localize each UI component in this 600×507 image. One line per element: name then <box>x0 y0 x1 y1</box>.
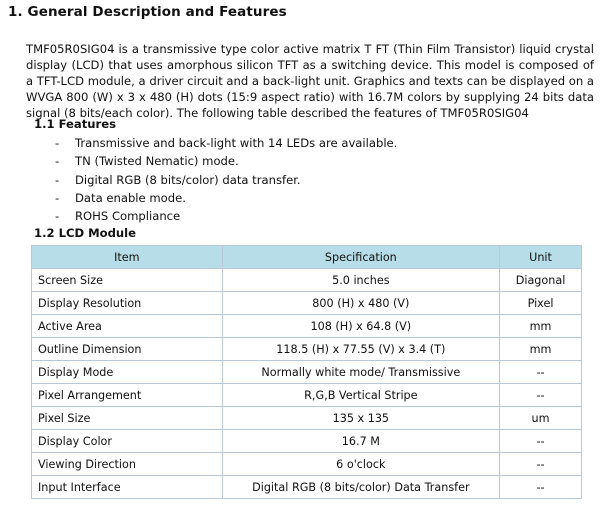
lcd-module-table <box>31 245 582 499</box>
cell-item: Outline Dimension <box>32 338 223 361</box>
table-row <box>32 315 582 338</box>
cell-specification: 135 x 135 <box>222 407 499 430</box>
table-row <box>32 338 582 361</box>
column-header-item: Item <box>32 246 223 269</box>
cell-specification: Normally white mode/ Transmissive <box>222 361 499 384</box>
column-header-specification: Specification <box>222 246 499 269</box>
feature-text: Digital RGB (8 bits/color) data transfer. <box>75 172 301 187</box>
bullet-dash: - <box>55 209 60 224</box>
table-row <box>32 269 582 292</box>
cell-specification: 16.7 M <box>222 430 499 453</box>
cell-specification: Digital RGB (8 bits/color) Data Transfer <box>222 476 499 499</box>
table-row <box>32 430 582 453</box>
cell-item: Pixel Arrangement <box>32 384 223 407</box>
cell-unit: -- <box>500 476 582 499</box>
cell-specification: 6 o'clock <box>222 453 499 476</box>
table-header-row <box>32 246 582 269</box>
cell-item: Screen Size <box>32 269 223 292</box>
feature-item <box>55 207 397 225</box>
cell-specification: 118.5 (H) x 77.55 (V) x 3.4 (T) <box>222 338 499 361</box>
table-row <box>32 292 582 315</box>
feature-item <box>55 152 397 170</box>
cell-unit: Pixel <box>500 292 582 315</box>
intro-paragraph: TMF05R0SIG04 is a transmissive type color active matrix T FT (Thin Film Transistor) liquid crystal display (LCD) that uses amorphous silicon TFT as a switching device. This model is composed of a TFT-LCD module, a driver circuit and a back-light unit. Graphics and texts can be displayed on a WVGA 800 (W) x 3 x 480 (H) dots (15:9 aspect ratio) with 16.7M colors by supplying 24 bits data signal (8 bits/each color). The following table described the features of TMF05R0SIG04 <box>26 42 594 121</box>
cell-item: Input Interface <box>32 476 223 499</box>
cell-specification: 800 (H) x 480 (V) <box>222 292 499 315</box>
cell-unit: mm <box>500 315 582 338</box>
table-row <box>32 453 582 476</box>
feature-item <box>55 189 397 207</box>
table-row <box>32 476 582 499</box>
cell-unit: -- <box>500 361 582 384</box>
cell-unit: mm <box>500 338 582 361</box>
cell-item: Display Resolution <box>32 292 223 315</box>
cell-unit: Diagonal <box>500 269 582 292</box>
bullet-dash: - <box>55 190 60 205</box>
table-row <box>32 407 582 430</box>
section-title: 1. General Description and Features <box>8 4 287 20</box>
table-row <box>32 361 582 384</box>
cell-unit: -- <box>500 453 582 476</box>
bullet-dash: - <box>55 172 60 187</box>
cell-item: Viewing Direction <box>32 453 223 476</box>
table-row <box>32 384 582 407</box>
cell-unit: um <box>500 407 582 430</box>
cell-unit: -- <box>500 384 582 407</box>
cell-item: Pixel Size <box>32 407 223 430</box>
lcd-module-heading: 1.2 LCD Module <box>34 226 137 240</box>
feature-text: TN (Twisted Nematic) mode. <box>75 154 239 169</box>
cell-specification: R,G,B Vertical Stripe <box>222 384 499 407</box>
column-header-unit: Unit <box>500 246 582 269</box>
features-heading: 1.1 Features <box>34 117 116 131</box>
feature-item <box>55 134 397 152</box>
cell-specification: 5.0 inches <box>222 269 499 292</box>
cell-item: Display Color <box>32 430 223 453</box>
feature-text: ROHS Compliance <box>75 209 181 224</box>
cell-unit: -- <box>500 430 582 453</box>
cell-specification: 108 (H) x 64.8 (V) <box>222 315 499 338</box>
features-list <box>55 134 397 225</box>
cell-item: Display Mode <box>32 361 223 384</box>
bullet-dash: - <box>55 154 60 169</box>
bullet-dash: - <box>55 136 60 150</box>
feature-text: Transmissive and back-light with 14 LEDs are available. <box>75 136 398 150</box>
feature-text: Data enable mode. <box>75 190 186 205</box>
cell-item: Active Area <box>32 315 223 338</box>
feature-item <box>55 171 397 189</box>
